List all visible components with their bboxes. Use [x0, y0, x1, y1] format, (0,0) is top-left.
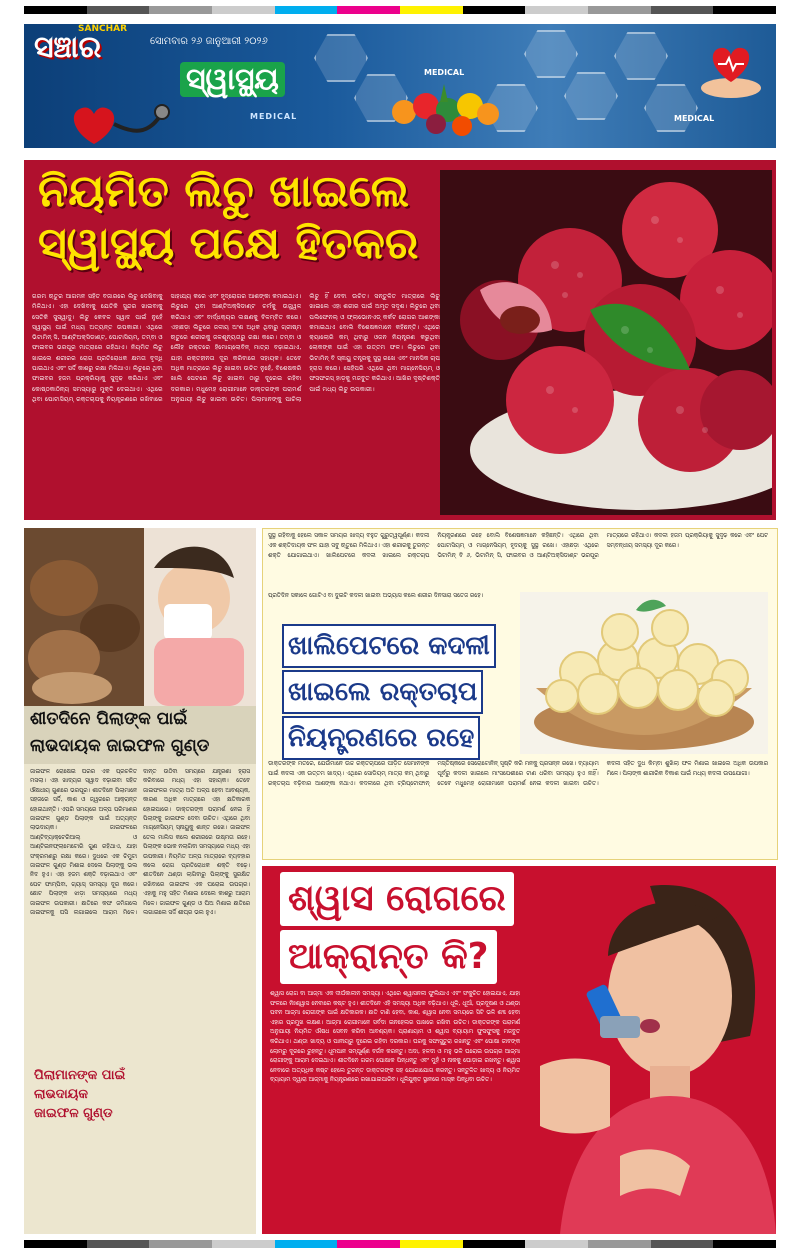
lychee-headline: [38, 166, 438, 270]
bottom-color-bar: [24, 1240, 776, 1248]
asthma-headline-line1: ଶ୍ୱାସ ରୋଗରେ: [280, 872, 514, 926]
nutmeg-body: ଜାଇଫଳ ରୋଷେଇ ଘରର ଏକ ପ୍ରଚଳିତ ମସଲା। ଏହା ଖାଦ୍ୟର ସ୍ୱାଦ ବଢ଼ାଇବା ସହିତ ଔଷଧୀୟ ଗୁଣରେ ଭରପୂର। ଶୀତଦିନେ ପିଲାମାନେ ସହଜରେ ସର୍ଦ୍ଦି, କାଶ ଓ ଜ୍ୱରରେ ଆକ୍ରାନ୍ତ ହୋଇଥାନ୍ତି। ଏପରି ସମୟରେ ଅଳ୍ପ ପରିମାଣର ଜାଇଫଳ ଗୁଣ୍ଡ ପିଲାଙ୍କ ପାଇଁ ଅତ୍ୟନ୍ତ ଲାଭଦାୟକ। ଜାଇଫଳରେ ଆଣ୍ଟିବ୍ୟାକ୍ଟେରିଆଲ୍ ଓ ଆଣ୍ଟିଇନଫ୍ଲାମେଟୋରି ଗୁଣ ରହିଥାଏ, ଯାହା ସଂକ୍ରମଣରୁ ରକ୍ଷା କରେ। ଦୁଧରେ ଏକ ଚିମୁଟା ଜାଇଫଳ ଗୁଣ୍ଡ ମିଶାଇ ଦେଲେ ପିଲାଙ୍କୁ ଭଲ ନିଦ ହୁଏ। ଏହା ହଜମ ଶକ୍ତି ବଢ଼ାଇଥାଏ ଏବଂ ପେଟ ଫାମ୍ପିବା, ଗ୍ୟାସ୍ ସମସ୍ୟା ଦୂର କରେ। ଛୋଟ ପିଲାଙ୍କ ଝାଡ଼ା ସମସ୍ୟାରେ ମଧ୍ୟ ଜାଇଫଳ ଉପକାରୀ। ଛାତିରେ କଫ ଜମିଗଲେ ଜାଇଫଳକୁ ଘସି ଲଗାଇଲେ ଆରାମ ମିଳେ। ଦାନ୍ତ ଉଠିବା ସମୟରେ ଯନ୍ତ୍ରଣା ହ୍ରାସ କରିବାରେ ମଧ୍ୟ ଏହା ସହାୟକ। ତେବେ ଜାଇଫଳର ମାତ୍ରା ଅତି ଅଳ୍ପ ହେବା ଆବଶ୍ୟକ, କାରଣ ଅଧିକ ମାତ୍ରାରେ ଏହା କ୍ଷତିକାରକ ହୋଇପାରେ। ଡାକ୍ତରଙ୍କ ପରାମର୍ଶ ନେଇ ହିଁ ପିଲାଙ୍କୁ ଜାଇଫଳ ଦେବା ଉଚିତ। ଏଥିରେ ଥିବା ମାଗ୍ନେସିୟମ୍ ସ୍ନାୟୁକୁ ଶାନ୍ତ ରଖେ। ଜାଇଫଳ ତେଲ ମାଲିସ କଲେ ଶରୀରରେ ଉଷ୍ମତା ରହେ। ପିଲାଙ୍କ ଭୋକ ନଲାଗିବା ସମସ୍ୟାରେ ମଧ୍ୟ ଏହା ଉପକାରୀ। ନିୟମିତ ଅଳ୍ପ ମାତ୍ରାରେ ବ୍ୟବହାର କଲେ ରୋଗ ପ୍ରତିରୋଧକ ଶକ୍ତି ବଢ଼େ। ଶୀତଦିନେ ଥଣ୍ଡା ଲାଗିବାରୁ ପିଲାଙ୍କୁ ସୁରକ୍ଷିତ ରଖିବାରେ ଜାଇଫଳ ଏକ ଘରୋଇ ଉପଚାର। ଏହାକୁ ମହୁ ସହିତ ମିଶାଇ ଦେଲେ କାଶରୁ ଆରାମ ମିଳେ। ଜାଇଫଳ ଗୁଣ୍ଡ ଓ ଘିଅ ମିଶାଇ ଛାତିରେ ଲଗାଇଲେ ସର୍ଦ୍ଦି ଶୀଘ୍ର ଭଲ ହୁଏ।: [30, 769, 250, 917]
lychee-headline-line1: ନିୟମିତ ଲିଚୁ ଖାଇଲେ: [38, 166, 409, 217]
banana-bowl-photo: [520, 592, 768, 754]
banana-headline-line3: ନିୟନ୍ତ୍ରଣରେ ରହେ: [282, 716, 480, 760]
section-sub: MEDICAL: [250, 112, 298, 121]
medical-label: MEDICAL: [424, 68, 465, 77]
top-color-bar: [24, 6, 776, 14]
brand-english: SANCHAR: [78, 24, 128, 34]
banana-top-text: ସୁସ୍ଥ ରହିବାକୁ ହେଲେ ସକାଳ ସମୟର ଖାଦ୍ୟ ବହୁତ ଗୁରୁତ୍ୱପୂର୍ଣ୍ଣ। କଦଳୀ ଏକ ଶକ୍ତିଦାୟକ ଫଳ ଯାହା ସବୁ ଋତୁରେ ମିଳିଥାଏ। ଏହା ଶରୀରକୁ ତୁରନ୍ତ ଶକ୍ତି ଯୋଗାଇଥାଏ। ଖାଲିପେଟରେ କଦଳୀ ଖାଇଲେ ରକ୍ତଚାପ ନିୟନ୍ତ୍ରଣରେ ରହେ ବୋଲି ବିଶେଷଜ୍ଞମାନେ କହିଛନ୍ତି। ଏଥିରେ ଥିବା ପୋଟାସିୟମ୍ ଓ ମାଗ୍ନେସିୟମ୍ ହୃଦୟକୁ ସୁସ୍ଥ ରଖେ। ଏହାଛଡ଼ା ଏଥିରେ ଭିଟାମିନ୍ ବି ୬, ଭିଟାମିନ୍ ସି, ଫାଇବର ଓ ଆଣ୍ଟିଅକ୍ସିଡାଣ୍ଟ ଭରପୂର ମାତ୍ରାରେ ରହିଥାଏ। କଦଳୀ ହଜମ ପ୍ରକ୍ରିୟାକୁ ସୁଦୃଢ କରେ ଏବଂ ପେଟ ସମ୍ବନ୍ଧୀୟ ସମସ୍ୟା ଦୂର କରେ।: [268, 533, 768, 559]
banana-headline: [282, 624, 518, 762]
asthma-body: ଶ୍ୱାସ ରୋଗ ବା ଆଜ୍‌ମା ଏକ ଦୀର୍ଘକାଳୀନ ସମସ୍ୟା। ଏଥିରେ ଶ୍ୱାସନଳୀ ଫୁଲିଯାଏ ଏବଂ ସଂକୁଚିତ ହୋଇଯାଏ, ଯାହା ଫଳରେ ନିଃଶ୍ୱାସ ନେବାରେ କଷ୍ଟ ହୁଏ। ଶୀତଦିନେ ଏହି ସମସ୍ୟା ଅଧିକ ବଢ଼ିଥାଏ। ଧୂଳି, ଧୂଆଁ, ପ୍ରଦୂଷଣ ଓ ଥଣ୍ଡା ପବନ ଆଜ୍‌ମା ରୋଗୀଙ୍କ ପାଇଁ କ୍ଷତିକାରକ। ଛାତି ଟାଣି ହେବା, କାଶ, ଶ୍ୱାସ ନେବା ସମୟରେ ସିଟି ଭଳି ଶବ୍ଦ ହେବା ଏହାର ପ୍ରମୁଖ ଲକ୍ଷଣ। ଆଜ୍‌ମା ରୋଗୀମାନେ ସର୍ବଦା ଇନହେଲର ପାଖରେ ରଖିବା ଉଚିତ। ଡାକ୍ତରଙ୍କ ପରାମର୍ଶ ଅନୁଯାୟୀ ନିୟମିତ ଔଷଧ ସେବନ କରିବା ଆବଶ୍ୟକ। ପ୍ରାଣାୟାମ ଓ ଶ୍ୱାସ ବ୍ୟାୟାମ ଫୁସଫୁସକୁ ମଜବୁତ କରିଥାଏ। ଥଣ୍ଡା ଖାଦ୍ୟ ଓ ପାନୀୟରୁ ଦୂରେଇ ରହିବା ଦରକାର। ଘରକୁ ସଫାସୁତୁରା ରଖନ୍ତୁ ଏବଂ ପୋଷା ଜୀବଙ୍କ ଲୋମରୁ ଦୂରରେ ରୁହନ୍ତୁ। ଧୂମପାନ ସମ୍ପୂର୍ଣ୍ଣ ବର୍ଜନ କରନ୍ତୁ। ଅଦା, ହଳଦୀ ଓ ମହୁ ଭଳି ଘରୋଇ ଉପଚାର ଆଜ୍‌ମା ରୋଗୀଙ୍କୁ ଆରାମ ଦେଇଥାଏ। ଶୀତଦିନେ ଗରମ ପୋଷାକ ପିନ୍ଧନ୍ତୁ ଏବଂ ମୁହଁ ଓ ନାକକୁ ଘୋଡ଼ାଇ ରଖନ୍ତୁ। ଶ୍ୱାସ ନେବାରେ ଅତ୍ୟଧିକ କଷ୍ଟ ହେଲେ ତୁରନ୍ତ ଡାକ୍ତରଙ୍କ ସହ ଯୋଗାଯୋଗ କରନ୍ତୁ। ସନ୍ତୁଳିତ ଖାଦ୍ୟ ଓ ନିୟମିତ ବ୍ୟାୟାମ ଦ୍ୱାରା ଆଜ୍‌ମାକୁ ନିୟନ୍ତ୍ରଣରେ ରଖାଯାଇପାରିବ। ଧୂଳିଯୁକ୍ତ ସ୍ଥାନରେ ମାସ୍କ ପିନ୍ଧିବା ଉଚିତ।: [270, 991, 520, 1084]
brand-name: ସଞ୍ଚାର: [34, 30, 102, 65]
medical-label-2: MEDICAL: [674, 114, 715, 123]
fruit-bowl-illustration: [384, 80, 504, 140]
banana-headline-line1: ଖାଲିପେଟରେ କଦଳୀ: [282, 624, 496, 668]
nutmeg-child-photo: [24, 528, 256, 706]
banana-mid-text: ପ୍ରତିଦିନ ସକାଳେ ଗୋଟିଏ ବା ଦୁଇଟି କଦଳୀ ଖାଇବା ଅଭ୍ୟାସ କଲେ ଶରୀର ଦିନସାରା ସତେଜ ରହେ।: [268, 593, 484, 599]
banana-bottom-text: ଡାକ୍ତରଙ୍କ ମତରେ, ଯେଉଁମାନେ ଉଚ୍ଚ ରକ୍ତଚାପରେ ପୀଡ଼ିତ ସେମାନଙ୍କ ପାଇଁ କଦଳୀ ଏକ ଉତ୍ତମ ଖାଦ୍ୟ। ଏଥିରେ ସୋଡିୟମ୍ ମାତ୍ରା କମ୍ ଥିବାରୁ ରକ୍ତଚାପ ବଢ଼ିବାର ଆଶଙ୍କା ନଥାଏ। କଦଳୀରେ ଥିବା ଟ୍ରିପ୍ଟୋଫାନ୍ ମସ୍ତିଷ୍କରେ ସେରୋଟୋନିନ୍ ସୃଷ୍ଟି କରି ମନକୁ ପ୍ରସନ୍ନ ରଖେ। ବ୍ୟାୟାମ ପୂର୍ବରୁ କଦଳୀ ଖାଇଲେ ମାଂସପେଶୀରେ ଟାଣ ଧରିବା ସମସ୍ୟା ହୁଏ ନାହିଁ। ତେବେ ମଧୁମେହ ରୋଗୀମାନେ ପରାମର୍ଶ ନେଇ କଦଳୀ ଖାଇବା ଉଚିତ। କଦଳୀ ସହିତ ଦୁଧ କିମ୍ବା ଶୁଖିଲା ଫଳ ମିଶାଇ ଖାଇଲେ ଅଧିକ ଉପକାର ମିଳେ। ପିଲାଙ୍କ ଶାରୀରିକ ବିକାଶ ପାଇଁ ମଧ୍ୟ କଦଳୀ ଉପଯୋଗୀ।: [268, 761, 768, 787]
stethoscope-heart-icon: [64, 94, 174, 146]
lychee-photo: [440, 170, 772, 515]
lychee-body: ଗରମ ଋତୁର ଆଗମନ ସହିତ ବଜାରରେ ଲିଚୁ ଦେଖିବାକୁ ମିଳିଥାଏ। ଏହା ଦେଖିବାକୁ ଯେତିକି ସୁନ୍ଦର ଖାଇବାକୁ ସେତିକି ସୁସ୍ୱାଦୁ। ଲିଚୁ କେବଳ ସ୍ୱାଦ ପାଇଁ ନୁହେଁ ସ୍ୱାସ୍ଥ୍ୟ ପାଇଁ ମଧ୍ୟ ଅତ୍ୟନ୍ତ ଉପକାରୀ। ଏଥିରେ ଭିଟାମିନ୍ ସି, ଆଣ୍ଟିଅକ୍ସିଡାଣ୍ଟ, ପୋଟାସିୟମ୍, ତମ୍ବା ଓ ଫାଇବର ଭରପୂର ମାତ୍ରାରେ ରହିଥାଏ। ନିୟମିତ ଲିଚୁ ଖାଇଲେ ଶରୀରର ରୋଗ ପ୍ରତିରୋଧକ କ୍ଷମତା ବୃଦ୍ଧି ପାଇଥାଏ ଏବଂ ସର୍ଦ୍ଦି କାଶରୁ ରକ୍ଷା ମିଳିଥାଏ। ଲିଚୁରେ ଥିବା ଫାଇବର ହଜମ ପ୍ରକ୍ରିୟାକୁ ସୁଦୃଢ କରିଥାଏ ଏବଂ କୋଷ୍ଠକାଠିନ୍ୟ ସମସ୍ୟାରୁ ମୁକ୍ତି ଦେଇଥାଏ। ଏଥିରେ ଥିବା ପୋଟାସିୟମ୍ ରକ୍ତଚାପକୁ ନିୟନ୍ତ୍ରଣରେ ରଖିବାରେ ସାହାଯ୍ୟ କରେ ଏବଂ ହୃଦ୍‌ରୋଗର ଆଶଙ୍କା କମାଇଥାଏ। ଲିଚୁରେ ଥିବା ଆଣ୍ଟିଅକ୍ସିଡାଣ୍ଟ ଚର୍ମକୁ ଉଜ୍ଜ୍ୱଳ କରିଥାଏ ଏବଂ ବାର୍ଦ୍ଧକ୍ୟର ଲକ୍ଷଣକୁ ବିଳମ୍ବିତ କରେ। ଏହାଛଡ଼ା ଲିଚୁରେ ଜଳୀୟ ଅଂଶ ଅଧିକ ଥିବାରୁ ଗ୍ରୀଷ୍ମ ଋତୁରେ ଶରୀରକୁ ଜଳଶୂନ୍ୟତାରୁ ରକ୍ଷା କରେ। ତମ୍ବା ଓ ଲୌହ ରକ୍ତରେ ହିମୋଗ୍ଲୋବିନ୍ ମାତ୍ରା ବଢ଼ାଇଥାଏ, ଯାହା ରକ୍ତହୀନତା ଦୂର କରିବାରେ ସହାୟକ। ତେବେ ଅଧିକ ମାତ୍ରାରେ ଲିଚୁ ଖାଇବା ଉଚିତ ନୁହେଁ, ବିଶେଷକରି ଖାଲି ପେଟରେ ଲିଚୁ ଖାଇବା ଠାରୁ ଦୂରେଇ ରହିବା ଦରକାର। ମଧୁମେହ ରୋଗୀମାନେ ଡାକ୍ତରଙ୍କ ପରାମର୍ଶ ଅନୁଯାୟୀ ଲିଚୁ ଖାଇବା ଉଚିତ। ପିଲାମାନଙ୍କୁ ପାଚିଲା ଲିଚୁ ହିଁ ଦେବା ଉଚିତ। ସନ୍ତୁଳିତ ମାତ୍ରାରେ ଲିଚୁ ଖାଇଲେ ଏହା ଶରୀର ପାଇଁ ଅମୃତ ସଦୃଶ। ଲିଚୁରେ ଥିବା ପଲିଫେନଲ୍ ଓ ଫ୍ଲାଭୋନଏଡ୍ କର୍କଟ ରୋଗର ଆଶଙ୍କା କମାଇଥାଏ ବୋଲି ବିଶେଷଜ୍ଞମାନେ କହିଛନ୍ତି। ଏଥିରେ କ୍ୟାଲୋରି କମ୍ ଥିବାରୁ ଓଜନ ନିୟନ୍ତ୍ରଣ କରୁଥିବା ଲୋକଙ୍କ ପାଇଁ ଏହା ଉତ୍ତମ ଫଳ। ଲିଚୁରେ ଥିବା ଭିଟାମିନ୍ ବି ସ୍ନାୟୁ ତନ୍ତ୍ରକୁ ସୁସ୍ଥ ରଖେ ଏବଂ ମାନସିକ ଚାପ ହ୍ରାସ କରେ। ସେହିପରି ଏଥିରେ ଥିବା ମାଗ୍ନେସିୟମ୍ ଓ ଫସଫରସ୍ ହାଡ଼କୁ ମଜବୁତ କରିଥାଏ। ଆଖିର ଦୃଷ୍ଟିଶକ୍ତି ପାଇଁ ମଧ୍ୟ ଲିଚୁ ଉପକାରୀ।: [32, 293, 440, 403]
section-title: ସ୍ୱାସ୍ଥ୍ୟ: [180, 62, 285, 97]
asthma-headline-line2: ଆକ୍ରାନ୍ତ କି?: [280, 930, 497, 984]
lychee-headline-line2: ସ୍ୱାସ୍ଥ୍ୟ ପକ୍ଷେ ହିତକର: [38, 218, 419, 269]
banana-headline-line2: ଖାଇଲେ ରକ୍ତଚାପ: [282, 670, 483, 714]
nutmeg-headline: ଶୀତଦିନେ ପିଲାଙ୍କ ପାଇଁ ଲାଭଦାୟକ ଜାଇଫଳ ଗୁଣ୍ଡ: [30, 709, 210, 756]
nutmeg-subhead: ପିଲାମାନଙ୍କ ପାଇଁ ଲାଭଦାୟକ ଜାଇଫଳ ଗୁଣ୍ଡ: [34, 1066, 130, 1123]
heart-hands-icon: [696, 38, 766, 102]
masthead-banner: [24, 24, 776, 148]
asthma-woman-photo: [500, 866, 776, 1234]
issue-date: ସୋମବାର ୨୬ ଜାନୁଆରୀ ୨୦୨୬: [150, 36, 268, 47]
